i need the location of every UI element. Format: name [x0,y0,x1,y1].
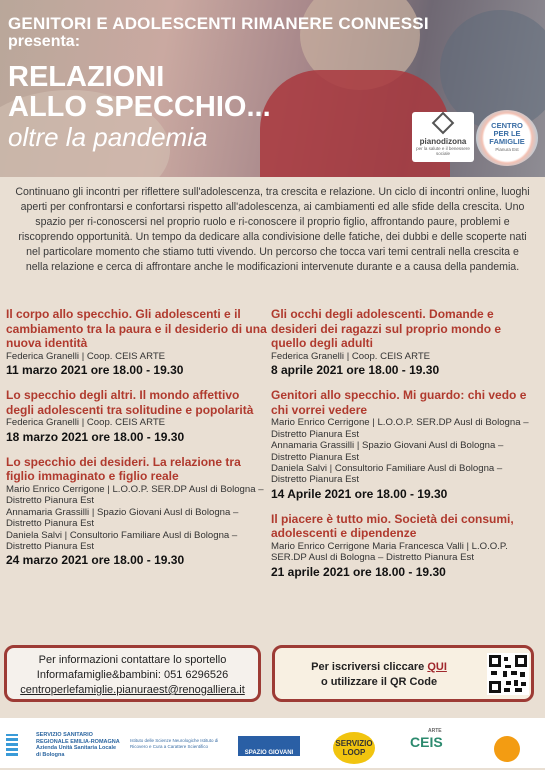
events-left-column [6,307,268,578]
info-box [4,645,261,702]
event-date: 24 marzo 2021 ore 18.00 - 19.30 [6,553,185,568]
ceis-logo [410,728,443,750]
diamond-icon [432,112,455,135]
isn-logo-text: Istituto delle Scienze Neurologiche Istituto di Ricovero e Cura a Carattere Scientifico [130,738,219,749]
main-title-line2: ALLO SPECCHIO... [8,91,271,123]
ssr-logo-text: SERVIZIO SANITARIO REGIONALE EMILIA-ROMAGNA Azienda Unità Sanitaria Locale di Bologna [36,732,120,758]
spazio-giovani-logo: SPAZIO GIOVANI [238,736,300,756]
signup-box [272,645,534,702]
partner-logo-icon [494,736,520,762]
event-title: Il piacere è tutto mio. Società dei consumi, adolescenti e dipendenze [271,511,514,541]
signup-prefix: Per iscriversi cliccare [311,661,428,673]
intro-paragraph: Continuano gli incontri per riflettere sull'adolescenza, tra crescita e relazione. Un ciclo di incontri online, luoghi aperti per confrontarsi e confortarsi rispetto all'adolescenza, ai cambiamenti ed alle sfide della crescita. Uno spazio per ri-conoscersi nel proprio ruolo e ri-conoscere il proprio figlio, affrontando paure, problemi e riscoprendo opportunità. Un tempo da dedicare alla condivisione delle fatiche, dei dubbi e delle scoperte nati nel particolare momento che stiamo tutti vivendo. Un percorso che tocca vari temi centrali nella crescita e nella relazione e cerca di affrontare anche le modificazioni intervenute durante e a causa della pandemia. [15,186,530,273]
centro-logo-line: CENTRO [491,121,523,130]
signup-link[interactable]: QUI [427,661,447,673]
info-email-link[interactable]: centroperlefamiglie.pianuraest@renogalliera.it [20,684,245,696]
event-item [271,388,539,502]
centro-logo-line: PER LE [493,129,521,138]
event-title: Genitori allo specchio. Mi guardo: chi vedo e chi vorrei vedere [271,388,527,417]
event-speaker: Federica Granelli | Coop. CEIS ARTE [6,417,166,429]
ceis-logo-small: ARTE [428,728,442,734]
event-date: 21 aprile 2021 ore 18.00 - 19.30 [271,564,446,579]
ceis-logo-text: CEIS [410,734,443,750]
event-speaker: Daniela Salvi | Consultorio Familiare Ausl di Bologna – Distretto Pianura Est [6,529,238,552]
signup-line2: o utilizzare il QR Code [320,676,438,688]
event-speaker: Federica Granelli | Coop. CEIS ARTE [271,350,431,362]
event-item [271,307,539,378]
presents-label: presenta: [8,33,81,50]
event-title: Gli occhi degli adolescenti. Domande e desideri dei ragazzi sul proprio mondo e quello degli adulti [271,307,502,351]
event-date: 8 aprile 2021 ore 18.00 - 19.30 [271,363,440,378]
main-subtitle: oltre la pandemia [8,122,208,152]
ssr-logo-icon [6,734,18,756]
centro-famiglie-logo [476,110,538,166]
event-date: 18 marzo 2021 ore 18.00 - 19.30 [6,429,185,444]
signup-text [275,660,483,690]
info-line: Per informazioni contattare lo sportello [38,654,227,666]
qr-code-icon[interactable] [487,653,529,695]
event-date: 11 marzo 2021 ore 18.00 - 19.30 [6,363,184,378]
loop-logo-line: LOOP [342,748,366,757]
pianodizona-tagline: per la salute e il benessere sociale [416,146,470,156]
pianodizona-name: pianodizona [419,137,467,146]
loop-logo-line: SERVIZIO [335,739,373,748]
centro-logo-line: FAMIGLIE [489,137,525,146]
main-title-line1: RELAZIONI [8,61,165,93]
centro-logo-line: Pianura Est [495,147,519,152]
event-title: Lo specchio dei desideri. La relazione tra figlio immaginato e figlio reale [6,454,241,484]
event-speaker: Annamaria Grassilli | Spazio Giovani Ausl di Bologna – Distretto Pianura Est [271,440,504,463]
event-title: Lo specchio degli altri. Il mondo affettivo degli adolescenti tra solitudine e popolarità [6,388,254,417]
event-item [6,388,268,445]
hero-header [0,0,545,177]
event-item [271,512,539,580]
pianodizona-logo [412,112,474,162]
servizio-loop-logo [333,732,375,764]
event-speaker: Mario Enrico Cerrigone Maria Francesca Valli | L.O.O.P. SER.DP Ausl di Bologna – Distretto Pianura Est [271,541,508,564]
event-date: 14 Aprile 2021 ore 18.00 - 19.30 [271,486,448,501]
event-speaker: Daniela Salvi | Consultorio Familiare Ausl di Bologna – Distretto Pianura Est [271,463,503,486]
event-speaker: Annamaria Grassilli | Spazio Giovani Ausl di Bologna – Distretto Pianura Est [6,506,239,530]
event-item [6,307,268,378]
event-speaker: Mario Enrico Cerrigone | L.O.O.P. SER.DP Ausl di Bologna – Distretto Pianura Est [271,417,529,440]
event-speaker: Mario Enrico Cerrigone | L.O.O.P. SER.DP Ausl di Bologna – Distretto Pianura Est [6,483,264,507]
organizer-title: GENITORI E ADOLESCENTI RIMANERE CONNESSI [8,14,429,33]
info-phone: Informafamiglie&bambini: 051 6296526 [36,669,229,681]
events-right-column [271,307,539,590]
event-title: Il corpo allo specchio. Gli adolescenti e il cambiamento tra la paura e il desiderio di una nuova identità [6,307,267,351]
event-speaker: Federica Granelli | Coop. CEIS ARTE [6,350,166,362]
event-item [6,455,268,569]
partner-logos-footer [0,718,545,768]
